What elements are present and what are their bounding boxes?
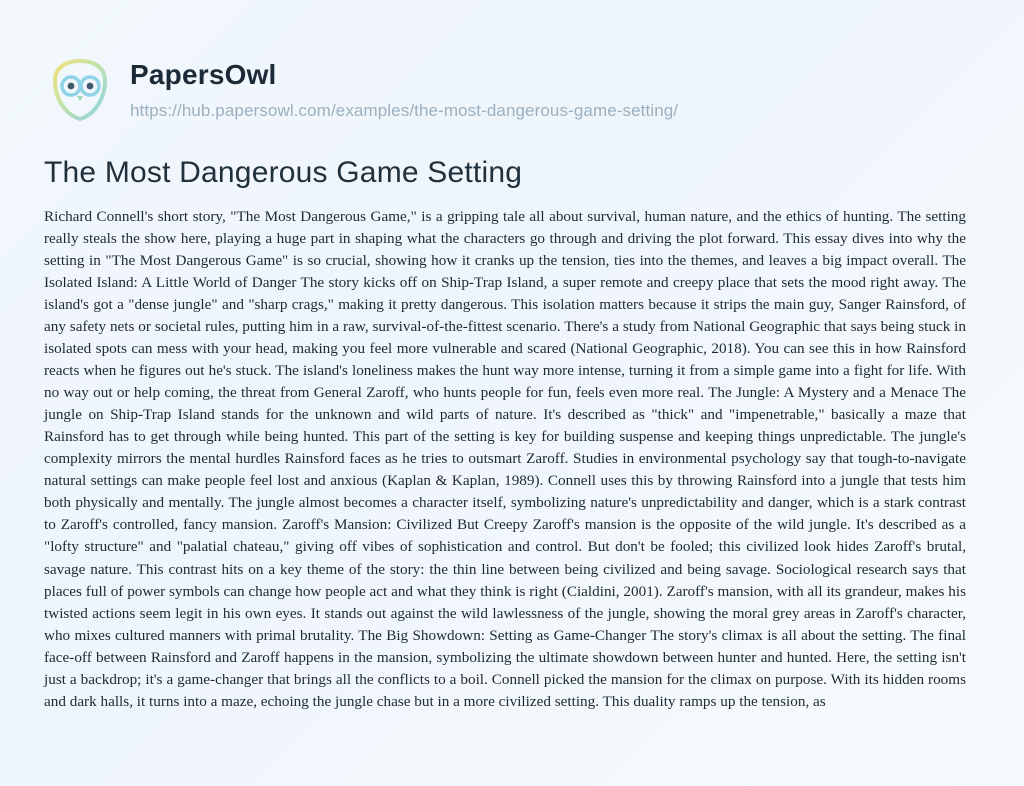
owl-logo-icon	[44, 54, 116, 126]
site-header	[0, 0, 1024, 126]
brand-block	[130, 48, 678, 121]
document-content	[0, 126, 1024, 713]
brand-name: PapersOwl	[130, 59, 277, 90]
source-url[interactable]: https://hub.papersowl.com/examples/the-most-dangerous-game-setting/	[130, 100, 679, 120]
page-title: The Most Dangerous Game Setting	[44, 156, 523, 189]
document-body-text: Richard Connell's short story, "The Most Dangerous Game," is a gripping tale all about survival, human nature, and the ethics of hunting. The setting really steals the show here, playing a huge part in shaping what the characters go through and driving the plot forward. This essay dives into why the setting in "The Most Dangerous Game" is so crucial, showing how it cranks up the tension, ties into the themes, and leaves a big impact overall. The Isolated Island: A Little World of Danger The story kicks off on Ship-Trap Island, a super remote and creepy place that sets the mood right away. The island's got a "dense jungle" and "sharp crags," making it pretty dangerous. This isolation matters because it strips the main guy, Sanger Rainsford, of any safety nets or societal rules, putting him in a raw, survival-of-the-fittest scenario. There's a study from National Geographic that says being stuck in isolated spots can mess with your head, making you feel more vulnerable and scared (National Geographic, 2018). You can see this in how Rainsford reacts when he figures out he's stuck. The island's loneliness makes the hunt way more intense, turning it from a simple game into a fight for life. With no way out or help coming, the threat from General Zaroff, who hunts people for fun, feels even more real. The Jungle: A Mystery and a Menace The jungle on Ship-Trap Island stands for the unknown and wild parts of nature. It's described as "thick" and "impenetrable," basically a maze that Rainsford has to get through while being hunted. This part of the setting is key for building suspense and keeping things unpredictable. The jungle's complexity mirrors the mental hurdles Rainsford faces as he tries to outsmart Zaroff. Studies in environmental psychology say that tough-to-navigate natural settings can make people feel lost and anxious (Kaplan & Kaplan, 1989). Connell uses this by throwing Rainsford into a jungle that tests him both physically and mentally. The jungle almost becomes a character itself, symbolizing nature's unpredictability and danger, which is a stark contrast to Zaroff's controlled, fancy mansion. Zaroff's Mansion: Civilized But Creepy Zaroff's mansion is the opposite of the wild jungle. It's described as a "lofty structure" and "palatial chateau," giving off vibes of sophistication and control. But don't be fooled; this civilized look hides Zaroff's brutal, savage nature. This contrast hits on a key theme of the story: the thin line between being civilized and being savage. Sociological research says that places full of power symbols can change how people act and what they think is right (Cialdini, 2001). Zaroff's mansion, with all its grandeur, makes his twisted actions seem legit in his own eyes. It stands out against the wild lawlessness of the jungle, showing the moral grey areas in Zaroff's character, who mixes cultured manners with primal brutality. The Big Showdown: Setting as Game-Changer The story's climax is all about the setting. The final face-off between Rainsford and Zaroff happens in the mansion, symbolizing the ultimate showdown between hunter and hunted. Here, the setting isn't just a backdrop; it's a game-changer that brings all the conflicts to a boil. Connell picked the mansion for the climax on purpose. With its hidden rooms and dark halls, it turns into a maze, echoing the jungle chase but in a more civilized setting. This duality ramps up the tension, as	[44, 208, 966, 710]
